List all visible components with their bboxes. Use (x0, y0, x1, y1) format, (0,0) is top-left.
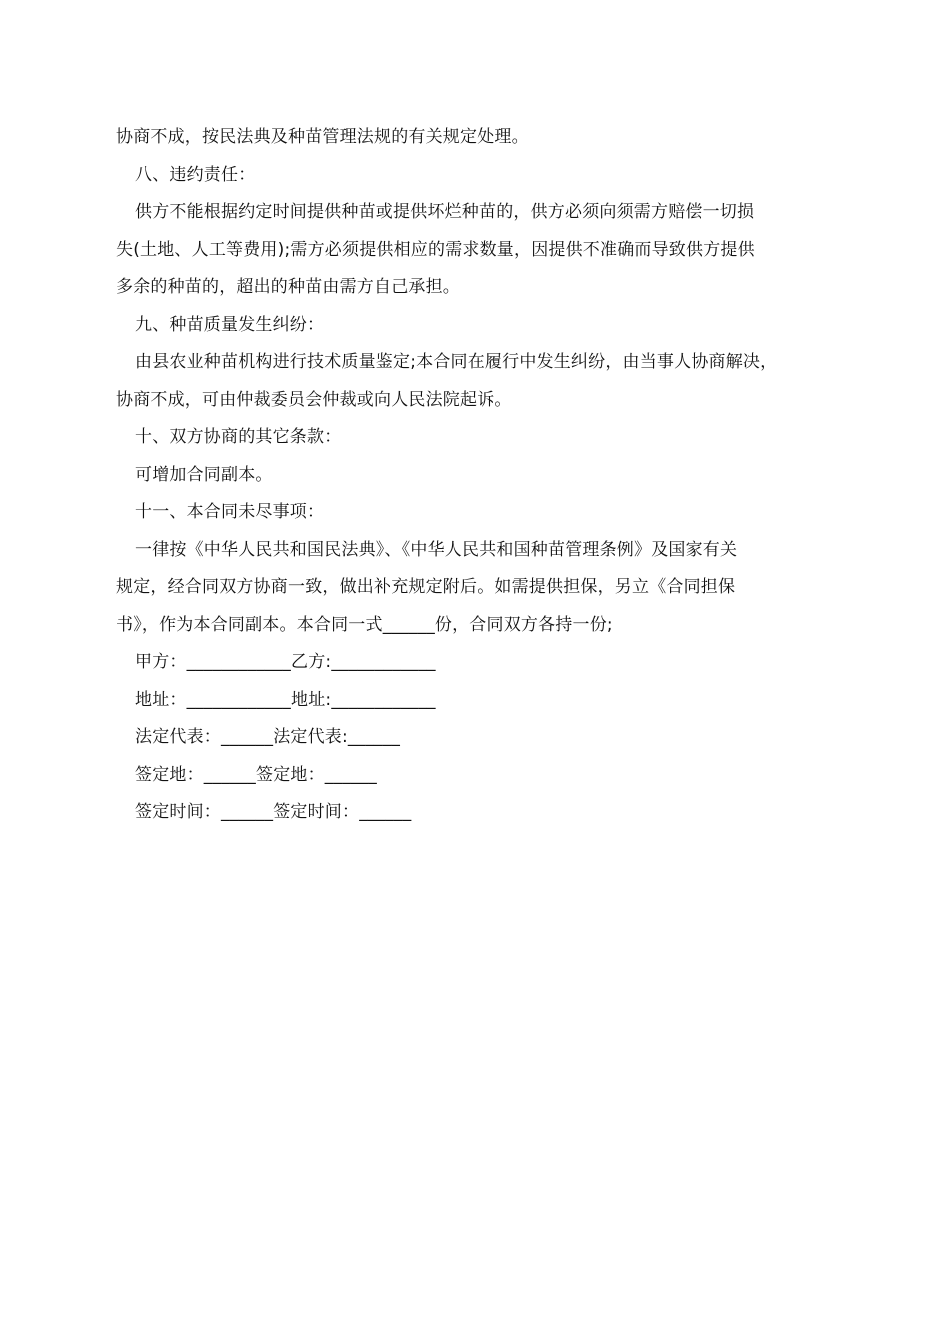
paragraph-unresolved-matters (116, 532, 842, 645)
text-line: 多余的种苗的，超出的种苗由需方自己承担。 (116, 277, 460, 297)
heading-text: 九、种苗质量发生纠纷： (135, 314, 325, 335)
section-heading-11 (116, 494, 842, 532)
signature-block (116, 644, 842, 832)
text-line: 协商不成，按民法典及种苗管理法规的有关规定处理。 (116, 127, 529, 147)
text-line: 供方不能根据约定时间提供种苗或提供坏烂种苗的，供方必须向须需方赔偿一切损 (135, 202, 755, 222)
signature-line-address: 地址：____________地址:____________ (135, 689, 436, 710)
paragraph-quality-dispute (116, 344, 842, 419)
heading-text: 八、违约责任： (135, 164, 256, 185)
signature-line-sign-place: 签定地：______签定地：______ (135, 764, 377, 785)
paragraph-other-terms (116, 457, 842, 495)
text-line: 可增加合同副本。 (135, 464, 273, 485)
section-heading-9 (116, 307, 842, 345)
paragraph-breach-liability (116, 194, 842, 307)
section-heading-8 (116, 157, 842, 195)
text-line: 由县农业种苗机构进行技术质量鉴定;本合同在履行中发生纠纷，由当事人协商解决， (135, 352, 778, 372)
paragraph-continuation (116, 119, 842, 157)
text-line: 一律按《中华人民共和国民法典》、《中华人民共和国种苗管理条例》及国家有关 (135, 539, 738, 560)
text-line: 失(土地、人工等费用);需方必须提供相应的需求数量，因提供不准确而导致供方提供 (116, 239, 755, 260)
signature-line-legal-rep: 法定代表：______法定代表:______ (135, 727, 401, 747)
heading-text: 十、双方协商的其它条款： (135, 427, 342, 447)
text-line: 协商不成，可由仲裁委员会仲裁或向人民法院起诉。 (116, 389, 512, 410)
signature-line-party: 甲方：____________乙方:____________ (135, 652, 436, 672)
signature-line-sign-time: 签定时间：______签定时间：______ (135, 802, 412, 822)
text-line: 规定，经合同双方协商一致，做出补充规定附后。如需提供担保，另立《合同担保 (116, 577, 736, 597)
heading-text: 十一、本合同未尽事项： (135, 502, 325, 522)
section-heading-10 (116, 419, 842, 457)
document-body (116, 119, 842, 832)
text-line: 书》，作为本合同副本。本合同一式______份，合同双方各持一份; (116, 614, 613, 635)
